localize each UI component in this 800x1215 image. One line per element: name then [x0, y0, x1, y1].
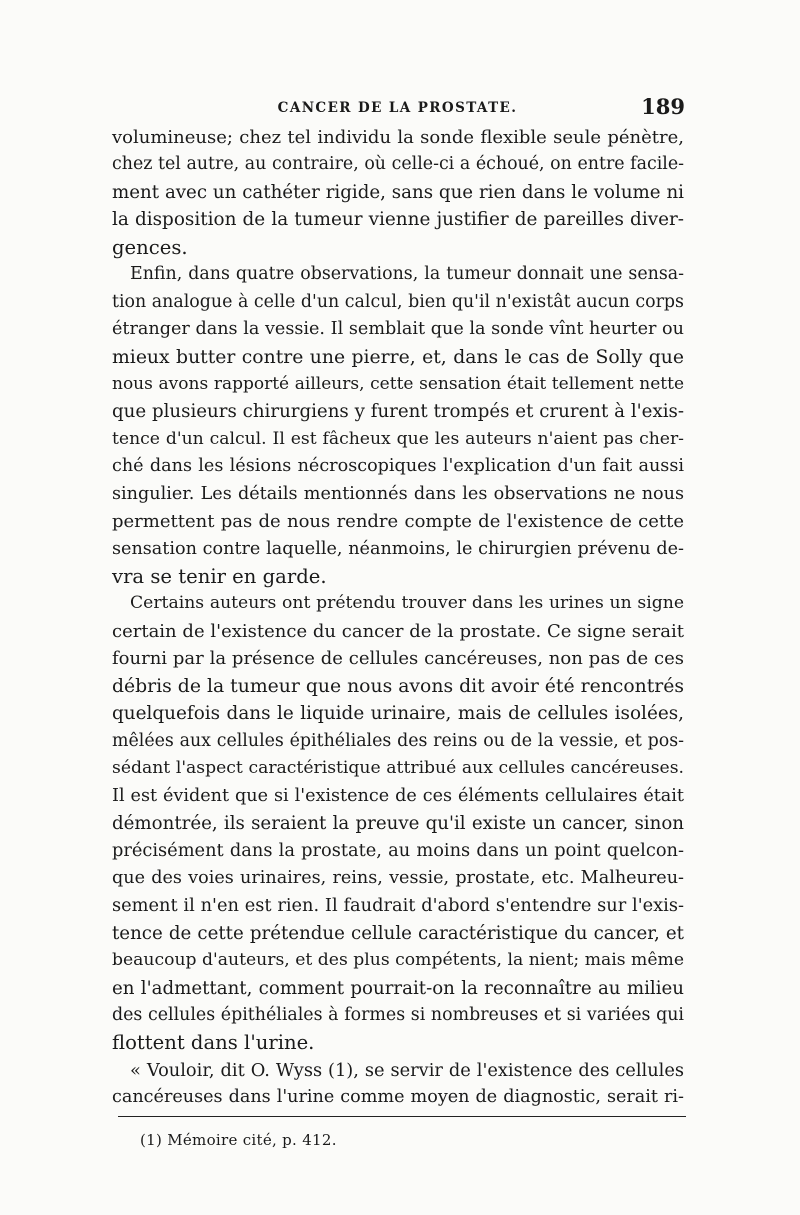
text-line: beaucoup d'auteurs, et des plus compétents, la nient; mais même — [112, 950, 684, 971]
page-header — [110, 94, 685, 120]
text-line: ment avec un cathéter rigide, sans que rien dans le volume ni — [112, 181, 684, 203]
text-line: tence d'un calcul. Il est fâcheux que les auteurs n'aient pas cher- — [112, 428, 684, 449]
footnote-rule — [118, 1116, 686, 1117]
text-line: débris de la tumeur que nous avons dit avoir été rencontrés — [112, 675, 684, 697]
text-line: mieux butter contre une pierre, et, dans le cas de Solly que — [112, 346, 684, 368]
text-line: tion analogue à celle d'un calcul, bien qu'il n'existât aucun corps — [112, 291, 684, 312]
text-line: ché dans les lésions nécroscopiques l'explication d'un fait aussi — [112, 456, 684, 477]
text-line: en l'admettant, comment pourrait-on la reconnaître au milieu — [112, 977, 684, 999]
text-line: mêlées aux cellules épithéliales des reins ou de la vessie, et pos- — [112, 730, 684, 751]
text-line: tence de cette prétendue cellule caractéristique du cancer, et — [112, 922, 684, 944]
text-line: sédant l'aspect caractéristique attribué aux cellules cancéreuses. — [112, 758, 684, 779]
text-line: étranger dans la vessie. Il semblait que la sonde vînt heurter ou — [112, 319, 684, 340]
text-line: fourni par la présence de cellules cancéreuses, non pas de ces — [112, 648, 684, 670]
text-line: précisément dans la prostate, au moins dans un point quelcon- — [112, 840, 684, 862]
text-line: Certains auteurs ont prétendu trouver dans les urines un signe — [130, 593, 684, 614]
text-line: des cellules épithéliales à formes si nombreuses et si variées qui — [112, 1005, 684, 1025]
text-line: certain de l'existence du cancer de la prostate. Ce signe serait — [112, 620, 684, 642]
text-line: flottent dans l'urine. — [112, 1031, 315, 1055]
text-line: « Vouloir, dit O. Wyss (1), se servir de l'existence des cellules — [130, 1059, 684, 1081]
text-line: vra se tenir en garde. — [112, 565, 327, 588]
text-line: permettent pas de nous rendre compte de l'existence de cette — [112, 511, 684, 533]
text-line: quelquefois dans le liquide urinaire, mais de cellules isolées, — [112, 703, 684, 725]
text-line: cancéreuses dans l'urine comme moyen de diagnostic, serait ri- — [112, 1087, 684, 1108]
text-line: démontrée, ils seraient la preuve qu'il existe un cancer, sinon — [112, 812, 684, 834]
text-line: volumineuse; chez tel individu la sonde flexible seule pénètre, — [112, 127, 684, 148]
page-number: 189 — [641, 94, 685, 119]
text-line: gences. — [112, 235, 188, 259]
text-line: sement il n'en est rien. Il faudrait d'abord s'entendre sur l'exis- — [112, 895, 684, 917]
text-line: sensation contre laquelle, néanmoins, le chirurgien prévenu de- — [112, 538, 684, 559]
text-line: chez tel autre, au contraire, où celle-ci a échoué, on entre facile- — [112, 154, 684, 175]
text-line: nous avons rapporté ailleurs, cette sensation était tellement nette — [112, 373, 684, 394]
body-text — [112, 124, 684, 1112]
text-line: que des voies urinaires, reins, vessie, prostate, etc. Malheureu- — [112, 867, 684, 888]
text-line: que plusieurs chirurgiens y furent trompés et crurent à l'exis- — [112, 401, 684, 423]
running-title: CANCER DE LA PROSTATE. — [277, 100, 518, 116]
text-line: Enfin, dans quatre observations, la tumeur donnait une sensa- — [130, 264, 684, 285]
text-line: Il est évident que si l'existence de ces éléments cellulaires était — [112, 785, 684, 806]
footnote: (1) Mémoire cité, p. 412. — [140, 1131, 337, 1149]
text-line: singulier. Les détails mentionnés dans les observations ne nous — [112, 483, 684, 504]
text-line: la disposition de la tumeur vienne justifier de pareilles diver- — [112, 209, 684, 231]
